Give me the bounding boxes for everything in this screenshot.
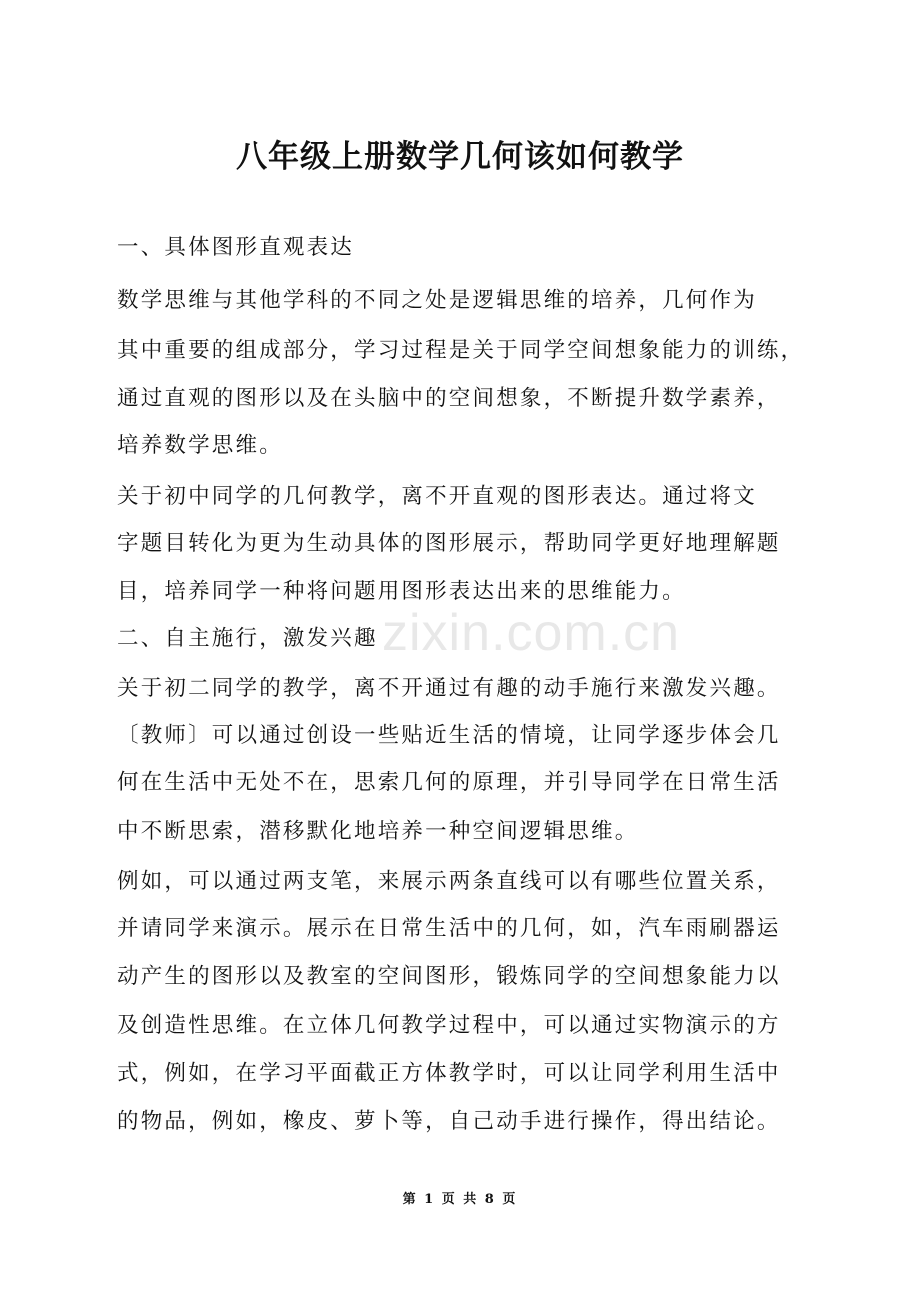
paragraph-line: 字题目转化为更为生动具体的图形展示，帮助同学更好地理解题 <box>117 531 781 556</box>
paragraph-line: 及创造性思维。在立体几何教学过程中，可以通过实物演示的方 <box>117 1013 781 1038</box>
watermark: zixin.com.cn <box>382 604 681 662</box>
paragraph-line: 中不断思索，潜移默化地培养一种空间逻辑思维。 <box>117 819 639 844</box>
paragraph-line: 其中重要的组成部分，学习过程是关于同学空间想象能力的训练， <box>117 338 805 363</box>
paragraph-line: 关于初中同学的几何教学，离不开直观的图形表达。通过将文 <box>117 484 757 509</box>
paragraph-line: 目，培养同学一种将问题用图形表达出来的思维能力。 <box>117 579 686 604</box>
paragraph-line: 〔教师〕可以通过创设一些贴近生活的情境，让同学逐步体会几 <box>117 723 781 748</box>
paragraph-line: 通过直观的图形以及在头脑中的空间想象，不断提升数学素养， <box>117 386 781 411</box>
section-heading-1: 一、具体图形直观表达 <box>117 235 355 260</box>
paragraph-line: 并请同学来演示。展示在日常生活中的几何，如，汽车雨刷器运 <box>117 916 781 941</box>
paragraph-line: 动产生的图形以及教室的空间图形，锻炼同学的空间想象能力以 <box>117 964 781 989</box>
paragraph-line: 式，例如，在学习平面截正方体教学时，可以让同学利用生活中 <box>117 1061 781 1086</box>
paragraph-line: 例如，可以通过两支笔，来展示两条直线可以有哪些位置关系， <box>117 869 781 894</box>
paragraph-line: 培养数学思维。 <box>117 433 283 458</box>
paragraph-line: 的物品，例如，橡皮、萝卜等，自己动手进行操作，得出结论。 <box>117 1109 781 1134</box>
paragraph-line: 关于初二同学的教学，离不开通过有趣的动手施行来激发兴趣。 <box>117 676 781 701</box>
section-heading-2: 二、自主施行，激发兴趣 <box>117 626 378 651</box>
page-footer: 第 1 页 共 8 页 <box>402 1192 518 1207</box>
document-title: 八年级上册数学几何该如何教学 <box>236 139 684 175</box>
paragraph-line: 数学思维与其他学科的不同之处是逻辑思维的培养，几何作为 <box>117 288 757 313</box>
paragraph-line: 何在生活中无处不在，思索几何的原理，并引导同学在日常生活 <box>117 770 781 795</box>
